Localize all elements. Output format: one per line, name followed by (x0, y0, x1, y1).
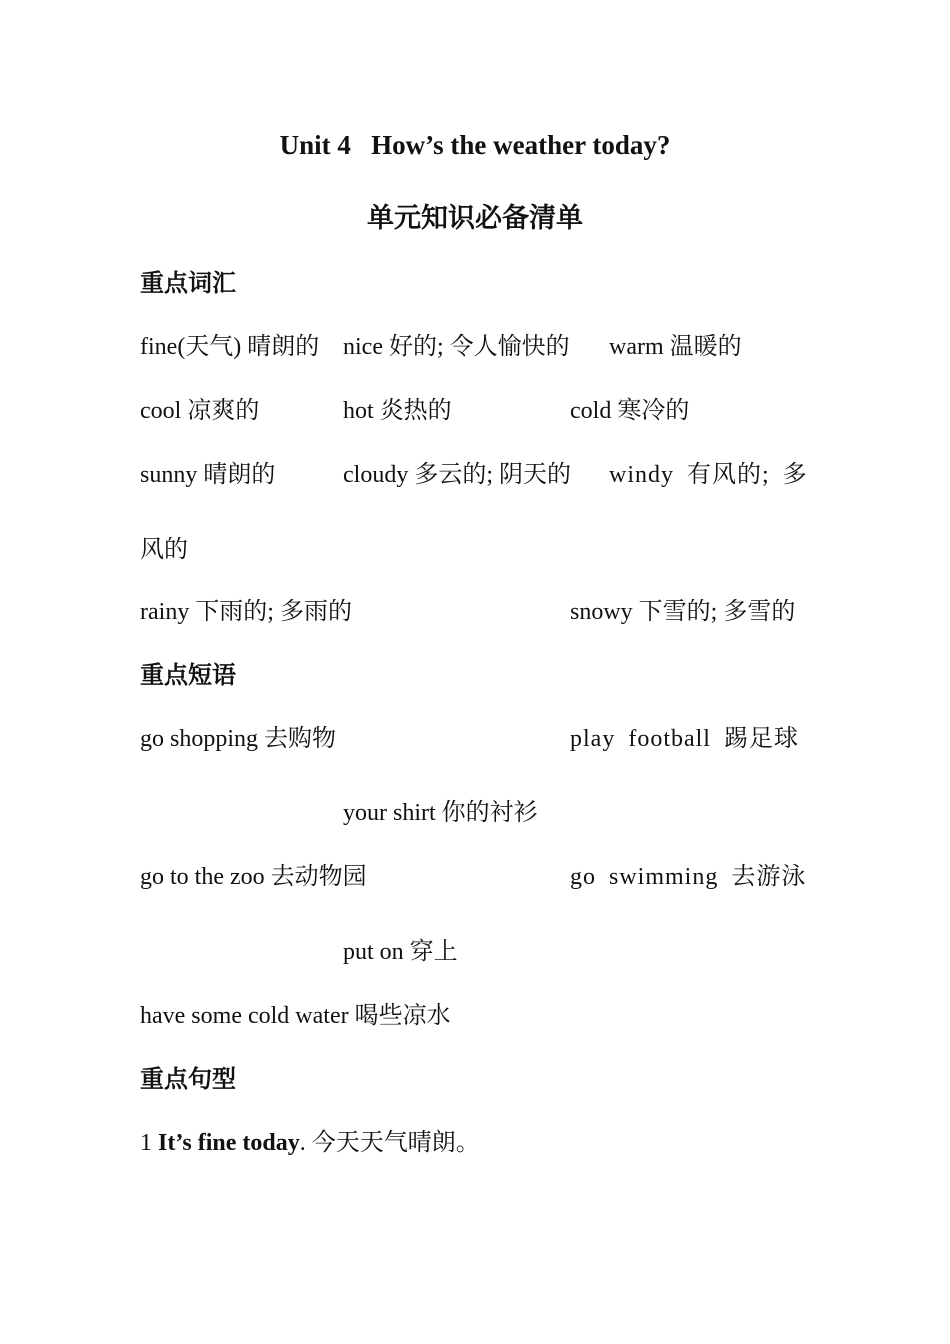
phrase-row-3 (0, 856, 950, 890)
vocab-item: cool 凉爽的 (140, 398, 260, 424)
vocab-row-2 (0, 390, 950, 424)
phrases-heading: 重点短语 (140, 663, 236, 689)
phrase-row-1 (0, 718, 950, 752)
vocab-item: cloudy 多云的; 阴天的 (343, 462, 571, 488)
vocab-item: hot 炎热的 (343, 398, 452, 424)
phrase-item: your shirt 你的衬衫 (343, 800, 538, 826)
vocab-item: fine(天气) 晴朗的 (140, 334, 320, 360)
vocab-row-3 (0, 454, 950, 488)
phrase-row-5: have some cold water 喝些凉水 (140, 1003, 451, 1029)
phrase-item: go to the zoo 去动物园 (140, 864, 367, 890)
vocab-row-4 (0, 591, 950, 625)
phrase-item: put on 穿上 (343, 939, 458, 965)
page-subtitle: 单元知识必备清单 (367, 203, 583, 233)
vocab-row-3-continued: 风的 (140, 537, 188, 563)
sentence-number: 1 (140, 1130, 158, 1156)
phrase-item: go shopping 去购物 (140, 726, 337, 752)
sentences-heading: 重点句型 (140, 1067, 236, 1093)
phrase-row-4 (0, 931, 950, 965)
vocab-item: windy 有风的; 多 (609, 462, 808, 488)
phrase-item: play football 踢足球 (570, 726, 799, 752)
page-title: Unit 4 How’s the weather today? (279, 130, 671, 160)
vocab-item: sunny 晴朗的 (140, 462, 276, 488)
vocab-item: nice 好的; 令人愉快的 (343, 334, 570, 360)
sentence-key-phrase: It’s fine today (158, 1130, 300, 1156)
vocab-item: cold 寒冷的 (570, 398, 690, 424)
phrase-row-2 (0, 792, 950, 826)
vocab-item: snowy 下雪的; 多雪的 (570, 599, 796, 625)
vocab-row-1 (0, 326, 950, 360)
vocab-heading: 重点词汇 (140, 271, 236, 297)
vocab-item: warm 温暖的 (609, 334, 742, 360)
sentence-translation: . 今天天气晴朗。 (299, 1130, 480, 1156)
phrase-item: go swimming 去游泳 (570, 864, 807, 890)
sentence-1 (140, 1122, 480, 1157)
vocab-item: rainy 下雨的; 多雨的 (140, 599, 352, 625)
